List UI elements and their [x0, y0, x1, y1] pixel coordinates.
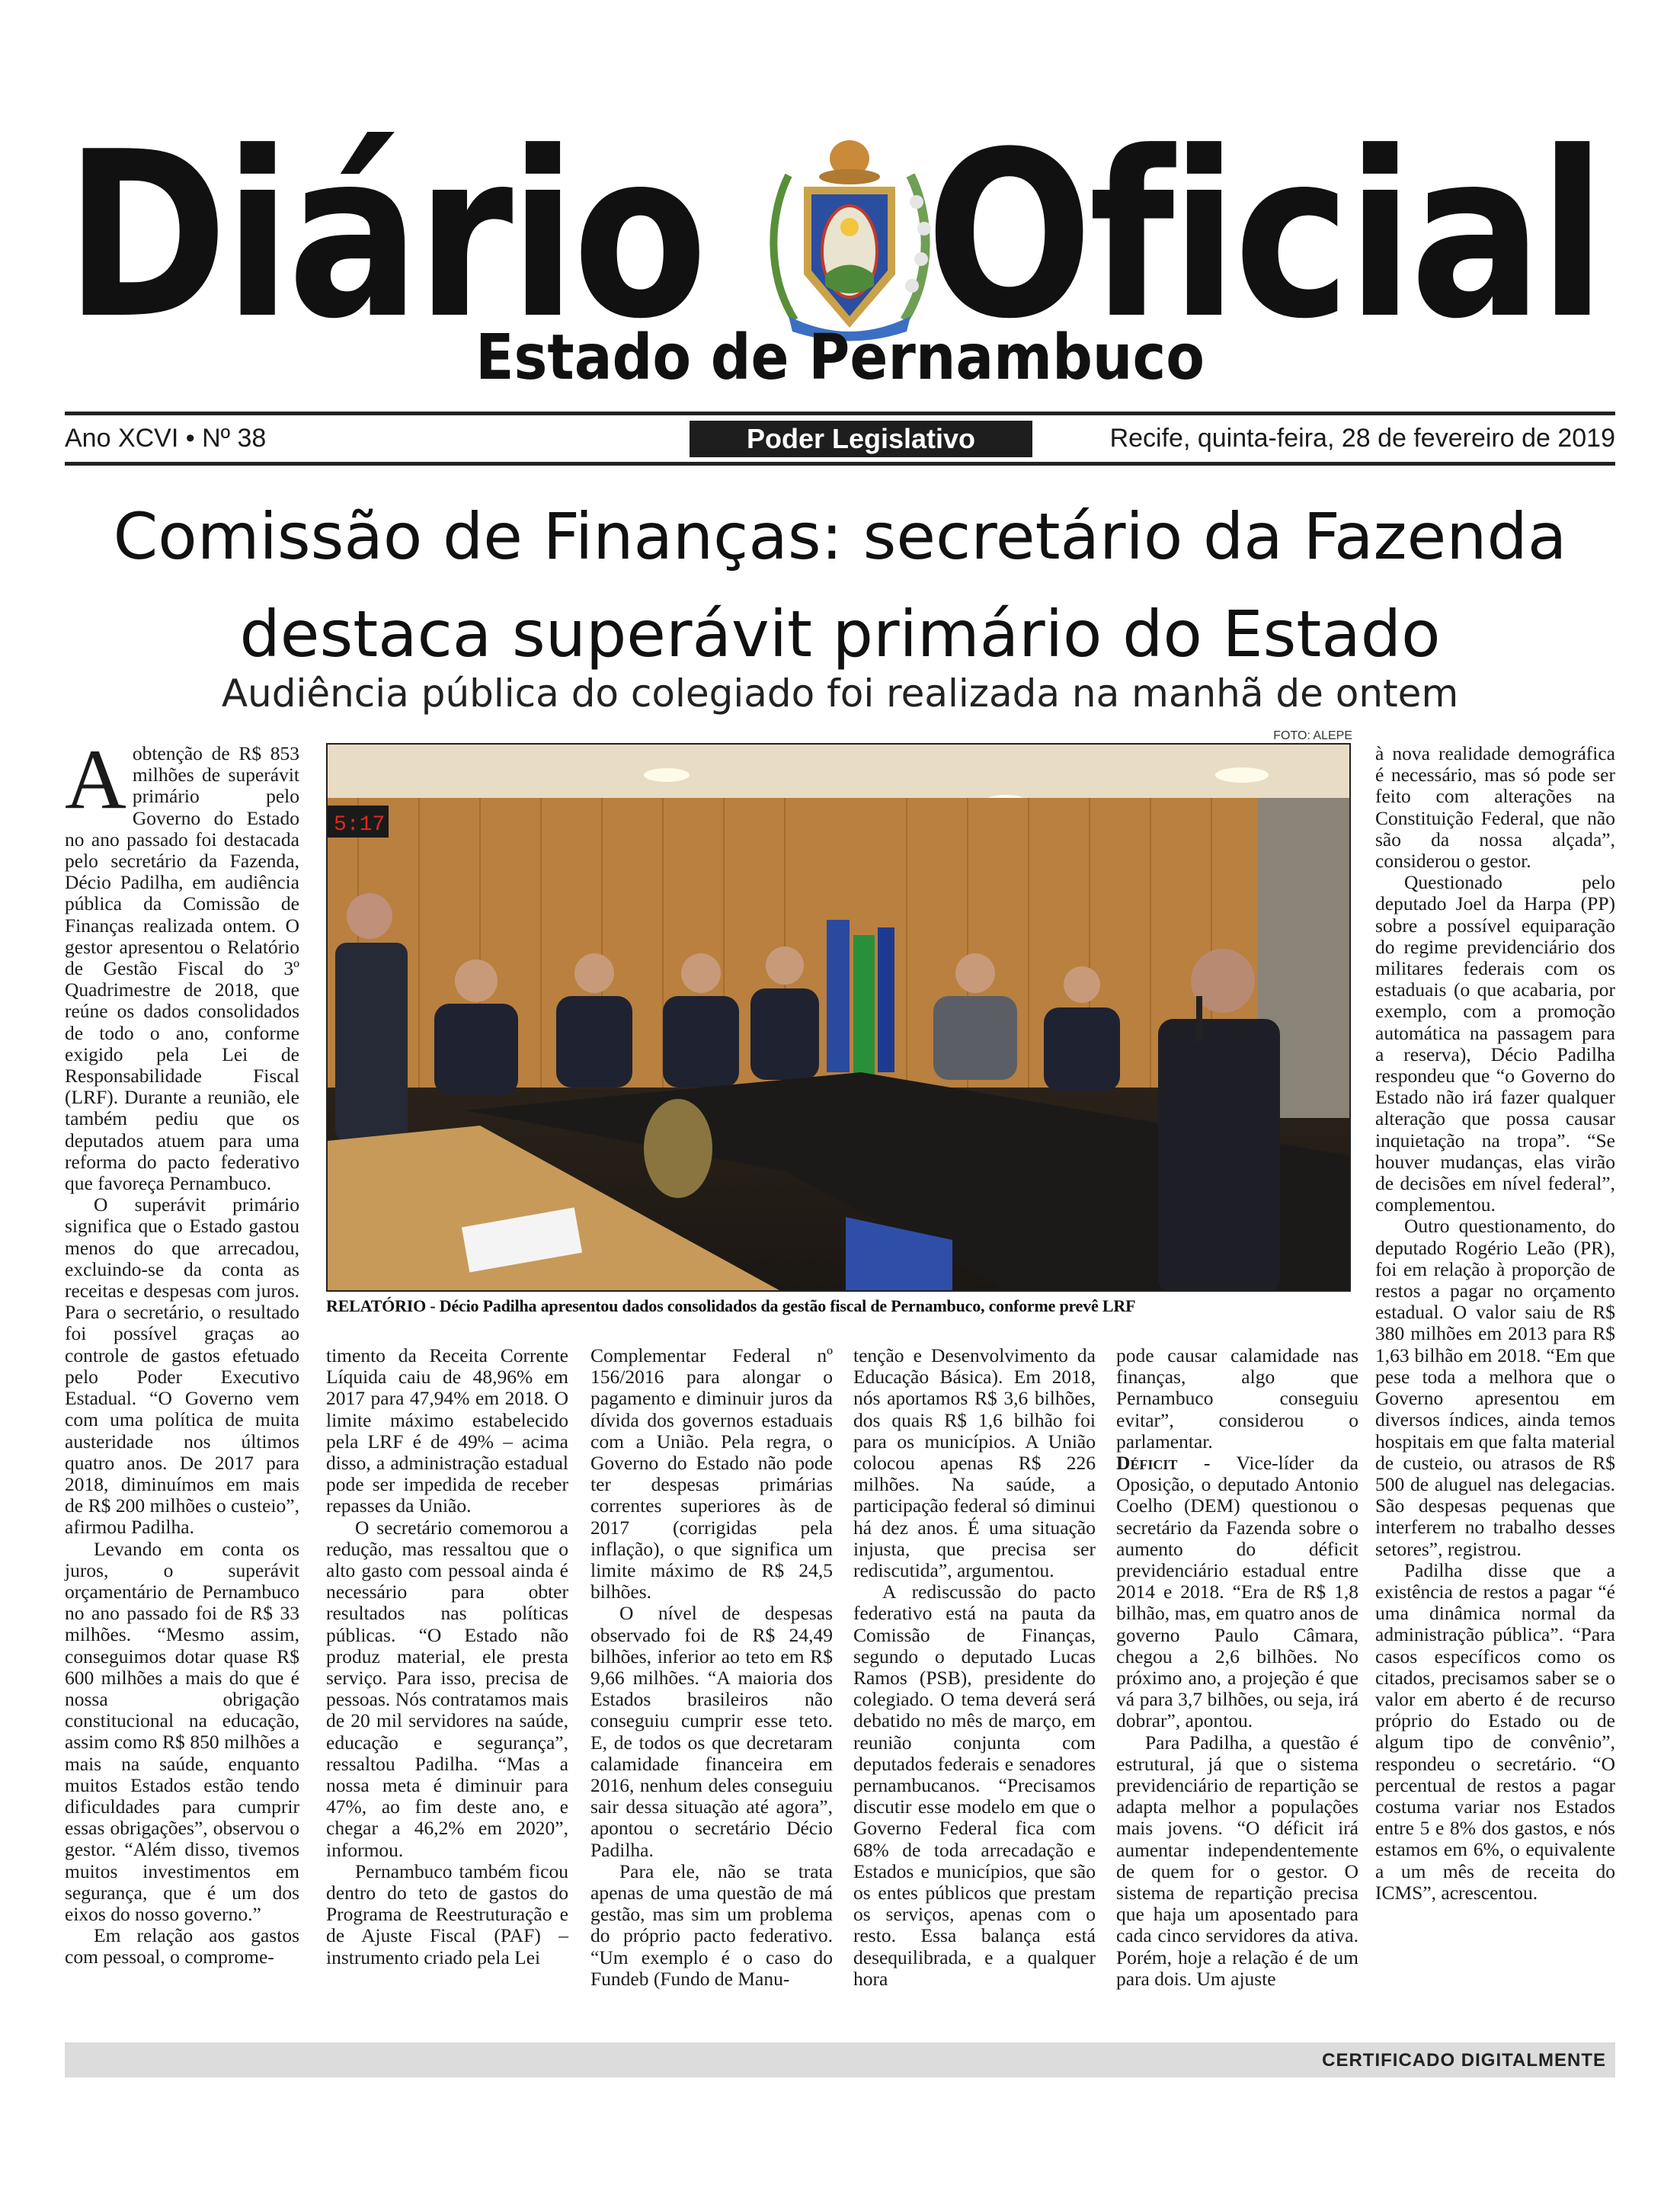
article-column-4: [853, 1345, 1096, 1990]
standing-person-left: [335, 943, 408, 1141]
masthead-subtitle: Estado de Pernambuco: [475, 322, 1205, 394]
flag-recife: [878, 927, 894, 1072]
paragraph: obtenção de R$ 853 milhões de superávit primário pelo Governo do Estado no ano passado foi destacada pelo secretário da Fazenda, Décio Padilha, em audiência pública da Comissão de Finanças realizada ontem. O gestor apresentou o Relatório de Gestão Fiscal do 3º Quadrimestre de 2018, que reúne os dados consolidados de todo o ano, conforme exigido pela Lei de Responsabilidade Fiscal (LRF). Durante a reunião, ele também pediu que os deputados atuem para uma reforma do pacto federativo que favoreça Pernambuco.: [65, 742, 299, 1195]
divider-bottom: [65, 462, 1615, 466]
crest-emblem: [644, 1099, 712, 1198]
section-badge: Poder Legislativo: [690, 421, 1032, 457]
paragraph: Levando em conta os juros, o superávit orçamentário de Pernambuco no ano passado foi de R$ 33 milhões. “Mesmo assim, conseguimos dotar quase R$ 600 milhões a mais do que é nossa obrigação constitucional na educação, assim como R$ 850 milhões a mais na saúde, enquanto muitos Estados estão tendo dificuldades para cumprir essas obrigações”, observou o gestor. “Além disso, tivemos muitos investimentos em segurança, que é um dos eixos do nosso governo.”: [65, 1537, 299, 1925]
article-column-5: [1116, 1345, 1358, 1990]
flag-pernambuco: [827, 920, 850, 1072]
paragraph: Pernambuco também ficou dentro do teto de gastos do Programa de Reestruturação e de Ajuste Fiscal (PAF) – instrumento criado pela Lei: [326, 1859, 568, 1968]
paragraph: Para ele, não se trata apenas de uma questão de má gestão, mas sim um problema do próprio pacto federativo. “Um exemplo é o caso do Fundeb (Fundo de Manu-: [590, 1859, 833, 1990]
microphone: [1196, 996, 1202, 1042]
divider-top: [65, 412, 1615, 415]
headline: [46, 488, 1634, 683]
paragraph: O nível de despesas observado foi de R$ 24,49 bilhões, inferior ao teto em R$ 9,66 milhões. “A maioria dos Estados brasileiros não conseguiu cumprir esse teto. E, de todos os que decretaram calamidade financeira em 2016, nenhum deles conseguiu sair dessa situação até agora”, apontou o secretário Décio Padilha.: [590, 1602, 833, 1861]
paragraph: A rediscussão do pacto federativo está na pauta da Comissão de Finanças, segundo o deputado Lucas Ramos (PSB), presidente do colegiado. O tema deverá será debatido no mês de março, em reunião conjunta com deputados federais e senadores pernambucanos. “Precisamos discutir esse modelo em que o Governo Federal fica com 68% de toda arrecadação e Estados e municípios, que são os entes públicos que prestam os serviços, apenas com o resto. Essa balança está desequilibrada, e a qualquer hora: [853, 1581, 1096, 1990]
edition-bar: [65, 418, 1615, 460]
paragraph: Questionado pelo deputado Joel da Harpa (PP) sobre a possível equiparação do regime previdenciário dos militares federais com os estaduais (o que acabaria, por exemplo, com a promoção automática na passagem para a reserva), Décio Padilha respondeu que “o Governo do Estado não irá fazer qualquer alteração que possa causar inquietação na tropa”. “Se houver mudanças, elas virão de decisões em nível federal”, complementou.: [1375, 871, 1615, 1216]
paragraph: tenção e Desenvolvimento da Educação Básica). Em 2018, nós aportamos R$ 3,6 bilhões, dos quais R$ 1,6 bilhão foi para os municípios. A União colocou apenas R$ 226 milhões. Na saúde, a participação federal só diminui há dez anos. É uma situação injusta, que precisa ser rediscutida”, argumentou.: [853, 1344, 1096, 1582]
paragraph: Padilha disse que a existência de restos a pagar “é uma dinâmica normal da administração pública”. “Para casos específicos como os citados, precisamos saber se o valor em aberto é de recurso próprio do Estado ou de algum tipo de convênio”, respondeu o secretário. “O percentual de restos a pagar costuma variar nos Estados entre 5 e 8% dos gastos, e nós estamos em 6%, o equivalente a um mês de receita do ICMS”, acrescentou.: [1375, 1558, 1615, 1904]
dateline: Recife, quinta-feira, 28 de fevereiro de 2019: [1109, 424, 1615, 453]
clock-display: 5:17: [334, 813, 386, 837]
article-column-2: [326, 1345, 568, 1968]
headline-line-2: destaca superávit primário do Estado: [239, 597, 1441, 671]
speaker-person: [1158, 1019, 1280, 1292]
article-column-3: [590, 1345, 833, 1990]
digital-certificate-label: CERTIFICADO DIGITALMENTE: [1322, 2050, 1606, 2071]
photo-caption: RELATÓRIO - Décio Padilha apresentou dados consolidados da gestão fiscal de Pernambuco, conforme prevê LRF: [326, 1296, 1136, 1315]
paragraph: - Vice-líder da Oposição, o deputado Antonio Coelho (DEM) questionou o secretário da Fazenda sobre o aumento do déficit previdenciário estadual entre 2014 e 2018. “Era de R$ 1,8 bilhão, mas, em quatro anos de governo Paulo Câmara, chegou a 2,6 bilhões. No próximo ano, a projeção é que vá para 3,7 bilhões, ou seja, irá dobrar”, apontou.: [1116, 1452, 1358, 1732]
paragraph: O superávit primário significa que o Estado gastou menos do que arrecadou, excluindo-se da conta as receitas e despesas com juros. Para o secretário, o resultado foi possível graças ao controle de gastos efetuado pelo Poder Executivo Estadual. “O Governo vem com uma política de muita austeridade nos últimos quatro anos. De 2017 para 2018, diminuímos em mais de R$ 200 milhões o custeio”, afirmou Padilha.: [65, 1193, 299, 1539]
paragraph: Outro questionamento, do deputado Rogério Leão (PR), foi em relação à proporção de restos a pagar no orçamento estadual. O valor saiu de R$ 380 milhões em 2013 para R$ 1,63 bilhão em 2018. “Em que pese toda a melhora que o Governo apresentou em diversos índices, ainda temos hospitais em que falta material de custeio, ou atrasos de R$ 500 de aluguel nas delegacias. São despesas pequenas que interferem no trabalho desses setores”, registrou.: [1375, 1215, 1615, 1560]
photo-illustration: [328, 745, 1351, 1292]
paragraph: Complementar Federal nº 156/2016 para alongar o pagamento e diminuir juros da dívida dos governos estaduais com a União. Pela regra, o Governo do Estado não pode ter despesas primárias correntes superiores às de 2017 (corrigidas pela inflação), o que significa um limite máximo de R$ 24,5 bilhões.: [590, 1344, 833, 1603]
edition-number: Ano XCVI • Nº 38: [65, 424, 267, 453]
footer-bar: [65, 2042, 1615, 2077]
paragraph: O secretário comemorou a redução, mas ressaltou que o alto gasto com pessoal ainda é necessário para obter resultados nas políticas públicas. “O Estado não produz material, ele presta serviço. Para isso, precisa de pessoas. Nós contratamos mais de 20 mil servidores na saúde, educação e segurança”, ressaltou Padilha. “Mas a nossa meta é diminuir para 47%, ao fim deste ano, e chegar a 46,2% em 2020”, informou.: [326, 1516, 568, 1861]
paragraph: à nova realidade demográfica é necessário, mas só pode ser feito com alterações na Constituição Federal, que não são da nossa alçada”, considerou o gestor.: [1375, 742, 1615, 873]
article-column-1: [65, 732, 299, 1968]
article-photo: [326, 743, 1351, 1292]
article-column-6: [1375, 743, 1615, 1904]
photo-credit: FOTO: ALEPE: [1273, 729, 1352, 742]
flag-brazil: [853, 935, 875, 1080]
subheadline: Audiência pública do colegiado foi realizada na manhã de ontem: [221, 671, 1459, 716]
masthead-title-left: Diário: [65, 103, 704, 369]
paragraph: pode causar calamidade nas finanças, algo que Pernambuco conseguiu evitar”, considerou o parlamentar.: [1116, 1344, 1358, 1453]
paragraph: Em relação aos gastos com pessoal, o comprome-: [65, 1924, 299, 1968]
headline-line-1: Comissão de Finanças: secretário da Fazenda: [113, 499, 1567, 574]
paragraph: Para Padilha, a questão é estrutural, já que o sistema previdenciário de repartição se adapta melhor a populações mais jovens. “O déficit irá aumentar independentemente de quem for o gestor. O sistema de repartição precisa que haja um aposentado para cada cinco servidores da ativa. Porém, hoje a relação é de um para dois. Um ajuste: [1116, 1731, 1358, 1990]
masthead-title-right: Oficial: [926, 103, 1602, 369]
drop-cap: A: [65, 732, 126, 827]
section-subhead: Déficit: [1116, 1452, 1178, 1475]
paragraph: timento da Receita Corrente Líquida caiu de 48,96% em 2017 para 47,94% em 2018. O limite máximo estabelecido pela LRF é de 49% – acima disso, a administração estadual pode ser impedida de receber repasses da União.: [326, 1344, 568, 1517]
